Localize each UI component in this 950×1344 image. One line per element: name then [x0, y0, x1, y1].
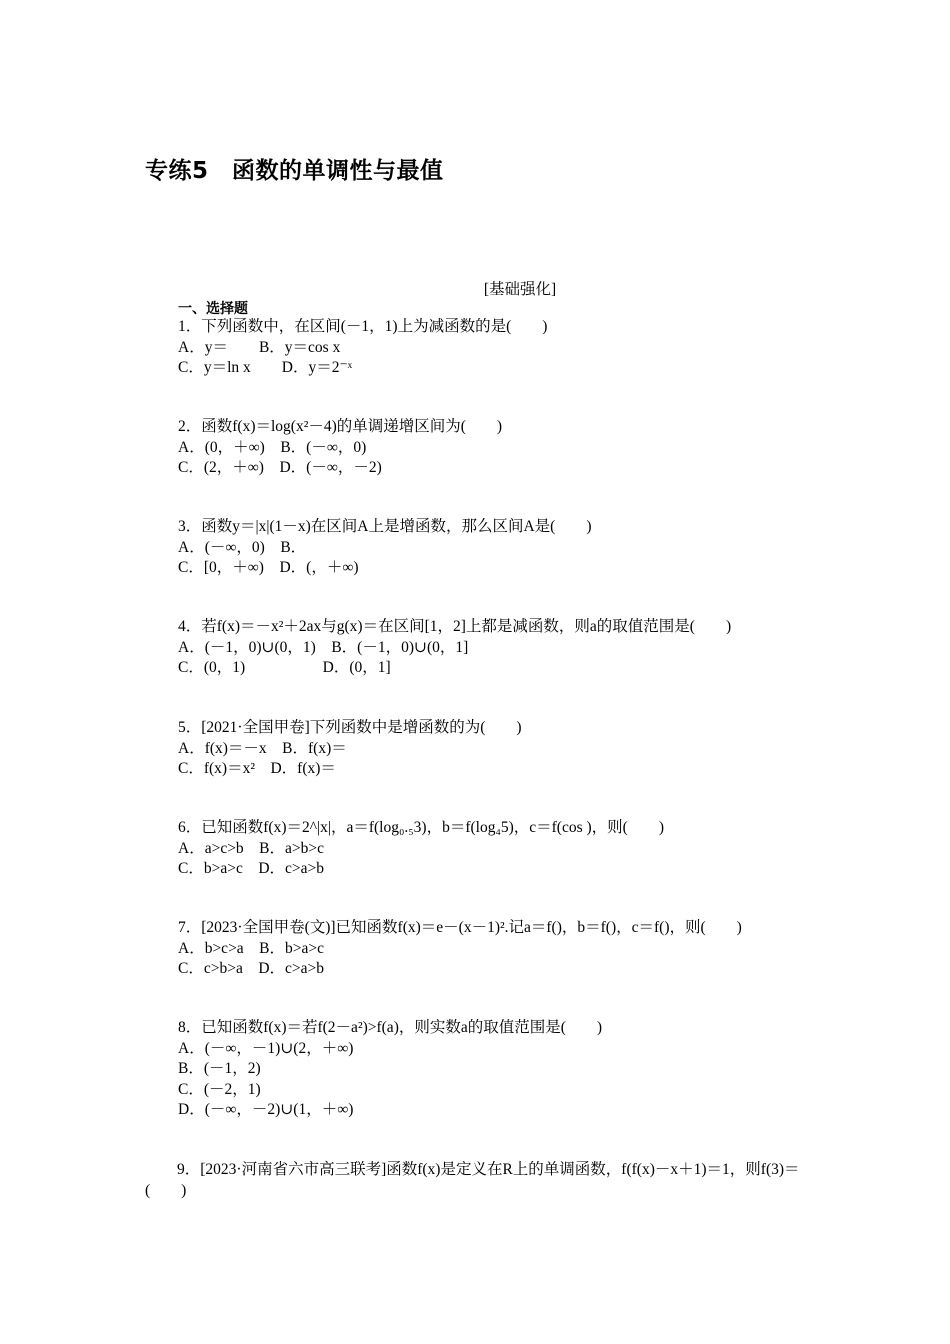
question-9 — [145, 1159, 805, 1201]
option-line: A．(－1，0)∪(0，1) B．(－1，0)∪(0，1] — [178, 638, 469, 656]
question-stem: 3．函数y＝|x|(1－x)在区间A上是增函数，那么区间A是( ) — [178, 518, 592, 535]
option-line: C．[0，＋∞) D．(，＋∞) — [178, 559, 359, 576]
option-line: A．f(x)＝－x B．f(x)＝ — [178, 739, 347, 757]
section-label: [基础强化] — [483, 281, 557, 298]
question-6 — [178, 818, 664, 880]
option-line: A．b>c>a B．b>a>c — [178, 939, 325, 957]
question-stem: 6．已知函数f(x)＝2^|x|，a＝f(log₀.₅3)，b＝f(log₄5)，c＝f(cos )，则( ) — [178, 819, 664, 836]
question-7 — [178, 918, 742, 980]
option-line: C．(0，1) D．(0，1] — [178, 659, 391, 676]
option-line: C．f(x)＝x² D．f(x)＝ — [178, 760, 336, 777]
question-2 — [178, 417, 502, 479]
question-8 — [178, 1018, 602, 1121]
option-line: C．b>a>c D．c>a>b — [178, 860, 325, 877]
question-1 — [178, 317, 547, 379]
question-5 — [178, 718, 522, 780]
option-line: C．c>b>a D．c>a>b — [178, 960, 325, 977]
option-line: D．(－∞，－2)∪(1，＋∞) — [178, 1101, 354, 1118]
option-line: B．(－1，2) — [178, 1060, 261, 1077]
question-stem: 7．[2023·全国甲卷(文)]已知函数f(x)＝e－(x－1)².记a＝f()，b＝f()，c＝f()，则( ) — [178, 919, 742, 936]
page-title: 专练5 函数的单调性与最值 — [145, 158, 444, 184]
question-stem: 5．[2021·全国甲卷]下列函数中是增函数的为( ) — [178, 719, 522, 736]
option-line: C．(－2，1) — [178, 1080, 261, 1098]
question-stem: 9．[2023·河南省六市高三联考]函数f(x)是定义在R上的单调函数，f(f(x)－x＋1)＝1，则f(3)＝( ) — [145, 1161, 800, 1199]
option-line: A．(0，＋∞) B．(－∞，0) — [178, 438, 367, 456]
question-stem: 1．下列函数中，在区间(－1，1)上为减函数的是( ) — [178, 318, 548, 335]
question-3 — [178, 517, 592, 579]
part-heading: 一、选择题 — [178, 301, 248, 317]
question-stem: 8．已知函数f(x)＝若f(2－a²)>f(a)，则实数a的取值范围是( ) — [178, 1019, 603, 1036]
question-stem: 2．函数f(x)＝log(x²－4)的单调递增区间为( ) — [178, 418, 503, 435]
option-line: A．a>c>b B．a>b>c — [178, 839, 325, 857]
question-stem: 4．若f(x)＝－x²＋2ax与g(x)＝在区间[1，2]上都是减函数，则a的取值范围是( ) — [178, 618, 732, 635]
option-line: C．(2，＋∞) D．(－∞，－2) — [178, 459, 382, 476]
option-line: A．(－∞，0) B． — [178, 538, 307, 556]
option-line: C．y＝ln x D．y＝2⁻ˣ — [178, 359, 353, 376]
question-4 — [178, 617, 731, 679]
option-line: A．y＝ B．y＝cos x — [178, 338, 341, 356]
option-line: A．(－∞，－1)∪(2，＋∞) — [178, 1039, 354, 1057]
